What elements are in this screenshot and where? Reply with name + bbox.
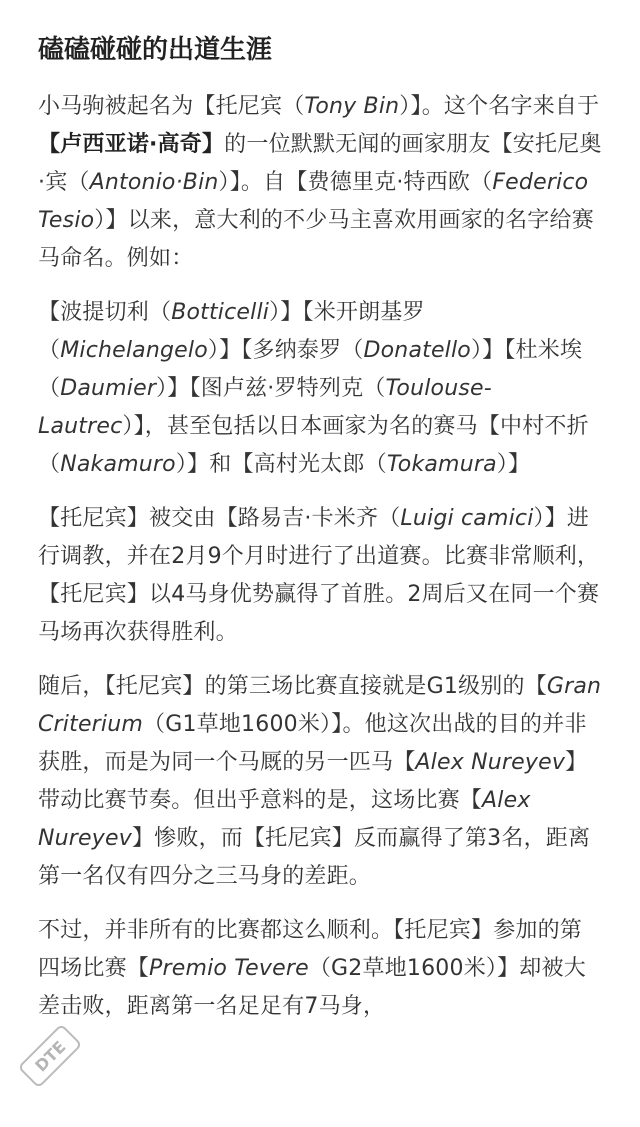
italic-name: Tony Bin bbox=[304, 94, 400, 119]
text-run: ）】。自【费德里克·特西欧（ bbox=[218, 170, 493, 195]
text-run: （G2草地1600米）】却被大差击败，距离第一名足足有7马身， bbox=[38, 956, 586, 1019]
text-run: ）】【米开朗基罗（ bbox=[38, 300, 425, 363]
paragraph-fourth-race bbox=[38, 912, 604, 1026]
italic-name: Daumier bbox=[60, 376, 157, 401]
article-title: 磕磕碰碰的出道生涯 bbox=[38, 35, 273, 65]
text-run: 不过，并非所有的比赛都这么顺利。【托尼宾】参加的第四场比赛【 bbox=[38, 918, 583, 981]
italic-name: Luigi camici bbox=[400, 506, 534, 531]
text-run: 】带动比赛节奏。但出乎意料的是，这场比赛【 bbox=[38, 750, 588, 813]
text-run: 【托尼宾】被交由【路易吉·卡米齐（ bbox=[38, 506, 401, 531]
watermark-text: DTE bbox=[30, 1036, 70, 1076]
text-run: ）】和【高村光太郎（ bbox=[175, 452, 387, 477]
paragraph-third-race bbox=[38, 668, 604, 896]
text-run: ）】【杜米埃（ bbox=[38, 338, 583, 401]
italic-name: Premio Tevere bbox=[149, 956, 309, 981]
text-run: ）】【多纳泰罗（ bbox=[207, 338, 364, 363]
bold-name: 【卢西亚诺·高奇】 bbox=[38, 132, 225, 157]
paragraph-painter-names bbox=[38, 294, 604, 484]
italic-name: Alex Nureyev bbox=[415, 750, 566, 775]
article bbox=[38, 0, 604, 1026]
italic-name: Toulouse-Lautrec bbox=[38, 376, 492, 439]
paragraph-name-origin bbox=[38, 88, 604, 278]
italic-name: Gran Criterium bbox=[38, 674, 602, 737]
italic-name: Donatello bbox=[363, 338, 471, 363]
italic-name: Antonio·Bin bbox=[89, 170, 219, 195]
italic-name: Michelangelo bbox=[60, 338, 208, 363]
italic-name: Tokamura bbox=[386, 452, 497, 477]
text-run: 随后，【托尼宾】的第三场比赛直接就是G1级别的【 bbox=[38, 674, 547, 699]
text-run: 】惨败，而【托尼宾】反而赢得了第3名，距离第一名仅有四分之三马身的差距。 bbox=[38, 826, 591, 889]
text-run: ）】【图卢兹·罗特列克（ bbox=[156, 376, 386, 401]
text-run: ）】。这个名字来自于 bbox=[399, 94, 600, 119]
text-run: 小马驹被起名为【托尼宾（ bbox=[38, 94, 305, 119]
italic-name: Alex Nureyev bbox=[38, 788, 531, 851]
text-run: （G1草地1600米）】。他这次出战的目的并非获胜，而是为同一个马厩的另一匹马【 bbox=[38, 712, 587, 775]
text-run: 【波提切利（ bbox=[38, 300, 172, 325]
italic-name: Nakamuro bbox=[60, 452, 176, 477]
text-run: 的一位默默无闻的画家朋友【安托尼奥·宾（ bbox=[38, 132, 602, 195]
italic-name: Federico Tesio bbox=[38, 170, 589, 233]
text-run: ）】进行调教，并在2月9个月时进行了出道赛。比赛非常顺利，【托尼宾】以4马身优势赢得了首胜。2周后又在同一个赛马场再次获得胜利。 bbox=[38, 506, 600, 645]
italic-name: Botticelli bbox=[171, 300, 270, 325]
paragraph-debut bbox=[38, 500, 604, 652]
text-run: ）】，甚至包括以日本画家为名的赛马【中村不折（ bbox=[38, 414, 589, 477]
text-run: ）】以来，意大利的不少马主喜欢用画家的名字给赛马命名。例如： bbox=[38, 208, 594, 271]
text-run: ）】 bbox=[496, 452, 531, 477]
